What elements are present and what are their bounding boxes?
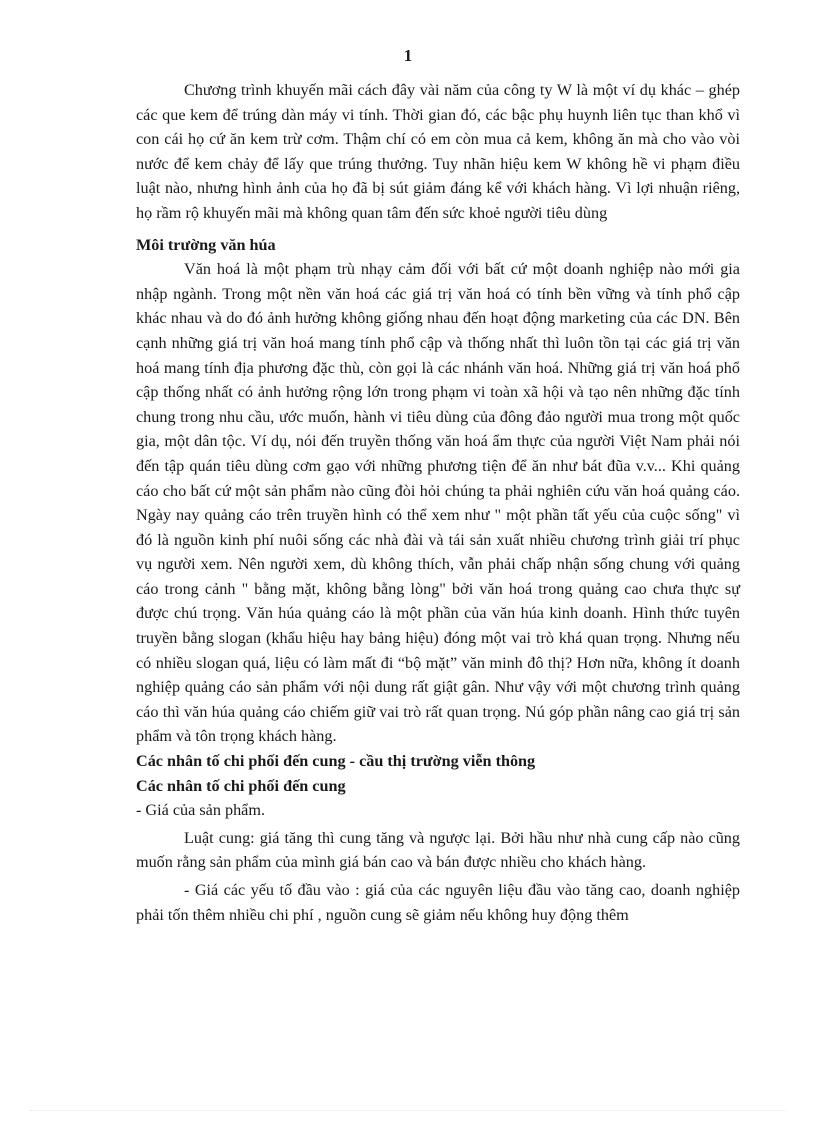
paragraph-culture: Văn hoá là một phạm trù nhạy cảm đối với bất cứ một doanh nghiệp nào mới gia nhập ngành. Trong một nền văn hoá các giá trị văn hoá có tính bền vững và tính phổ cập khác nhau và do đó ảnh hưởng không giống nhau đến hoạt động marketing của các DN. Bên cạnh những giá trị văn hoá mang tính phổ cập và thống nhất thì luôn tồn tại các giá trị văn hoá mang tính địa phương đặc thù, còn gọi là các nhánh văn hoá. Những giá trị văn hoá phổ cập thống nhất có ảnh hưởng rộng lớn trong phạm vi toàn xã hội và tạo nên những đặc tính chung trong nhu cầu, ước muốn, hành vi tiêu dùng của đông đảo người mua trong một quốc gia, một dân tộc. Ví dụ, nói đến truyền thống văn hoá ẩm thực của người Việt Nam phải nói đến tập quán tiêu dùng cơm gạo với những phương tiện để ăn như bát đũa v.v... Khi quảng cáo cho bất cứ một sản phẩm nào cũng đòi hỏi chúng ta phải nghiên cứu văn hoá quảng cáo. Ngày nay quảng cáo trên truyền hình có thể xem như " một phần tất yếu của cuộc sống" vì đó là nguồn kinh phí nuôi sống các nhà đài và tái sản xuất nhiều chương trình giải trí phục vụ người xem. Nên người xem, dù không thích, vẫn phải chấp nhận sống chung với quảng cáo trong cảnh " bằng mặt, không bằng lòng" bởi văn hoá trong quảng cao chưa thực sự được chú trọng. Văn húa quảng cáo là một phần của văn húa kinh doanh. Hình thức tuyên truyền bằng slogan (khẩu hiệu hay bảng hiệu) đóng một vai trò khá quan trọng. Nhưng nếu có nhiều slogan quá, liệu có làm mất đi “bộ mặt” văn minh đô thị? Hơn nữa, không ít doanh nghiệp quảng cáo sản phẩm với nội dung rất giật gân. Như vậy với một chương trình quảng cáo thì văn húa quảng cáo chiếm giữ vai trò rất quan trọng. Nú góp phần nâng cao giá trị sản phẩm và tôn trọng khách hàng. <box>136 260 740 746</box>
paragraph-input-prices: - Giá các yếu tố đầu vào : giá của các nguyên liệu đầu vào tăng cao, doanh nghiệp phải tốn thêm nhiều chi phí , nguồn cung sẽ giảm nếu không huy động thêm <box>136 881 740 924</box>
paragraph-product-price: - Giá của sản phẩm. <box>136 801 266 820</box>
page-number: 1 <box>403 46 413 65</box>
heading-supply-factors: Các nhân tố chi phối đến cung <box>136 776 346 795</box>
page-bottom-divider <box>30 1110 786 1111</box>
document-body <box>136 78 740 927</box>
paragraph-promotion-example: Chương trình khuyến mãi cách đây vài năm của công ty W là một ví dụ khác – ghép các que kem để trúng dàn máy vi tính. Thời gian đó, các bậc phụ huynh liên tục than khổ vì con cái họ cứ ăn kem trừ cơm. Thậm chí có em còn mua cả kem, không ăn mà cho vào vòi nước để kem chảy để lấy que trúng thưởng. Tuy nhãn hiệu kem W không hề vi phạm điều luật nào, nhưng hình ảnh của họ đã bị sút giảm đáng kể với khách hàng. Vì lợi nhuận riêng, họ rầm rộ khuyến mãi mà không quan tâm đến sức khoẻ người tiêu dùng <box>136 81 740 222</box>
heading-cultural-environment: Môi trường văn húa <box>136 235 276 254</box>
paragraph-supply-law: Luật cung: giá tăng thì cung tăng và ngược lại. Bởi hầu như nhà cung cấp nào cũng muốn rằng sản phẩm của mình giá bán cao và bán được nhiều cho khách hàng. <box>136 828 740 872</box>
heading-supply-demand-factors: Các nhân tố chi phối đến cung - cầu thị trường viễn thông <box>136 752 536 771</box>
